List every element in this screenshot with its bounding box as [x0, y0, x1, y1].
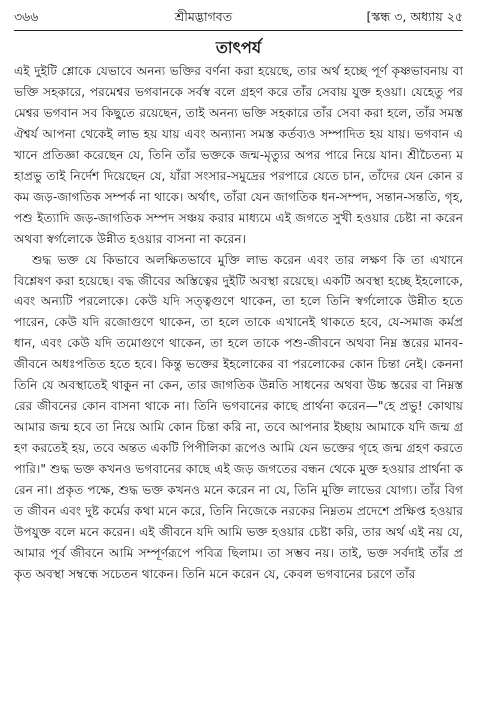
- paragraph: এই দুইটি শ্লোকে যেভাবে অনন্য ভক্তির বর্ণনা করা হয়েছে, তার অর্থ হচ্ছে পূর্ণ কৃষ্ণভাবনায় বা ভক্তি সহকারে, পরমেশ্বর ভগবানকে সর্বস্ব বলে গ্রহণ করে তাঁর সেবায় যুক্ত হওয়া। যেহেতু পরমেশ্বর ভগবান সব কিছুতে রয়েছেন, তাই অনন্য ভক্তি সহকারে তাঁর সেবা করা হলে, তাঁর সমস্ত ঐশ্বর্য আপনা থেকেই লাভ হয় যায় এবং অন্যান্য সমস্ত কর্তব্যও সম্পাদিত হয় যায়। ভগবান এখানে প্রতিজ্ঞা করেছেন যে, তিনি তাঁর ভক্তকে জন্ম-মৃত্যুর অপর পারে নিয়ে যান। শ্রীচৈতন্য মহাপ্রভু তাই নির্দেশ দিয়েছেন যে, যাঁরা সংসার-সমুদ্রের পরপারে যেতে চান, তাঁদের যেন কোন রকম জড়-জাগতিক সম্পর্ক না থাকে। অর্থাৎ, তাঁরা যেন জাগতিক ধন-সম্পদ, সন্তান-সন্ততি, গৃহ, পশু ইত্যাদি জড়-জাগতিক সম্পদ সঞ্চয় করার মাধ্যমে এই জগতে সুখী হওয়ার চেষ্টা না করেন অথবা স্বর্গলোকে উন্নীত হওয়ার বাসনা না করেন।: [14, 64, 463, 246]
- canto-chapter-location: [স্কন্ধ ৩, অধ্যায় ২৫: [366, 9, 463, 24]
- section-title: তাৎপর্য: [215, 38, 262, 57]
- purport-body: [14, 61, 463, 585]
- book-title: শ্রীমদ্ভাগবত: [174, 9, 233, 24]
- paragraph: শুদ্ধ ভক্ত যে কিভাবে অলক্ষিতভাবে মুক্তি লাভ করেন এবং তার লক্ষণ কি তা এখানে বিশ্লেষণ করা হয়েছে। বদ্ধ জীবের অস্তিত্বের দুইটি অবস্থা রয়েছে। একটি অবস্থা হচ্ছে ইহলোকে, এবং অন্যটি পরলোকে। কেউ যদি সত্ত্বগুণে থাকেন, তা হলে তিনি স্বর্গলোকে উন্নীত হতে পারেন, কেউ যদি রজোগুণে থাকেন, তা হলে তাকে এখানেই থাকতে হবে, যে-সমাজ কর্মপ্রধান, এবং কেউ যদি তমোগুণে থাকেন, তা হলে তাকে পশু-জীবনে অথবা নিম্ন স্তরের মানব-জীবনে অধঃপতিত হতে হবে। কিন্তু ভক্তের ইহলোকের বা পরলোকের কোন চিন্তা নেই। কেননা তিনি যে অবস্থাতেই থাকুন না কেন, তার জাগতিক উন্নতি সাধনের অথবা উচ্চ স্তরের বা নিম্নস্তরের জীবনের কোন বাসনা থাকে না। তিনি ভগবানের কাছে প্রার্থনা করেন—"হে প্রভু! কোথায় আমার জন্ম হবে তা নিয়ে আমি কোন চিন্তা করি না, তবে আপনার ইচ্ছায় আমাকে যদি জন্ম গ্রহণ করতেই হয়, তবে অন্তত একটি পিপীলিকা রূপেও আমি যেন ভক্তের গৃহে জন্ম গ্রহণ করতে পারি।" শুদ্ধ ভক্ত কখনও ভগবানের কাছে এই জড় জগতের বন্ধন থেকে মুক্ত হওয়ার প্রার্থনা করেন না। প্রকৃত পক্ষে, শুদ্ধ ভক্ত কখনও মনে করেন না যে, তিনি মুক্তি লাভের যোগ্য। তাঁর বিগত জীবন এবং দুষ্ট কর্মের কথা মনে করে, তিনি নিজেকে নরকের নিম্নতম প্রদেশে প্রক্ষিপ্ত হওয়ার উপযুক্ত বলে মনে করেন। এই জীবনে যদি আমি ভক্ত হওয়ার চেষ্টা করি, তার অর্থ এই নয় যে, আমার পূর্ব জীবনে আমি সম্পূর্ণরূপে পবিত্র ছিলাম। তা সম্ভব নয়। তাই, ভক্ত সর্বদাই তাঁর প্রকৃত অবস্থা সম্বন্ধে সচেতন থাকেন। তিনি মনে করেন যে, কেবল ভগবানের চরণে তাঁর: [14, 252, 463, 581]
- page-number: ৩৬৬: [14, 9, 39, 24]
- running-header: [14, 6, 463, 28]
- header-rule: [14, 30, 463, 31]
